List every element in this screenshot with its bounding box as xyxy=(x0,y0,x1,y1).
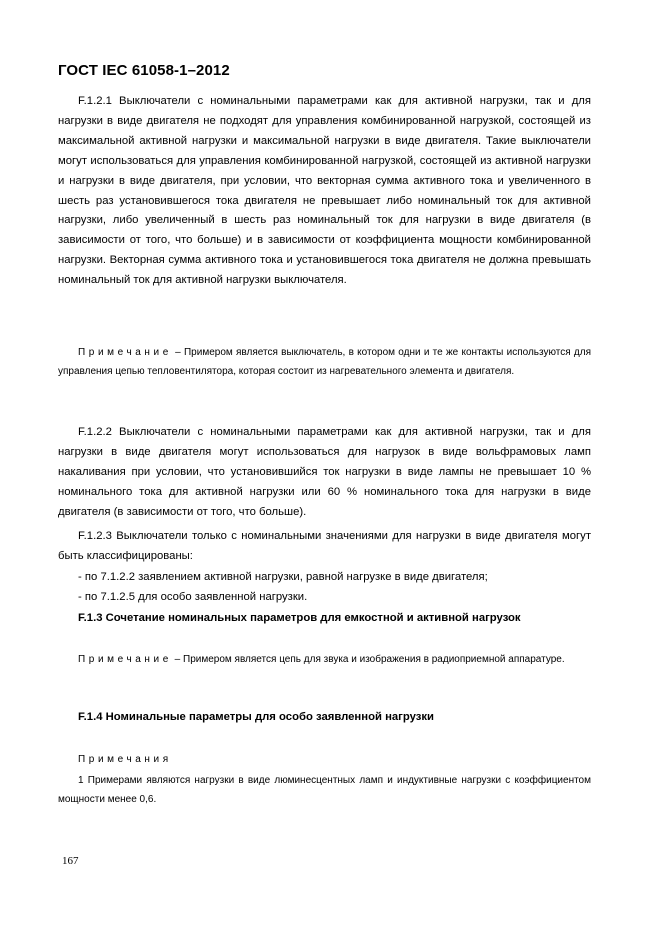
note-3 xyxy=(58,771,591,810)
paragraph-text: F.1.2.1 Выключатели с номинальными параметрами как для активной нагрузки, так и для нагрузки в виде двигателя не подходят для управления комбинированной нагрузкой, состоящей из максимальной активной нагрузки и максимальной нагрузки в виде двигателя. Такие выключатели могут использоваться для управления комбинированной нагрузкой, состоящей из активной нагрузки и нагрузки в виде двигателя, при условии, что векторная сумма активного тока и увеличенного в шесть раз установившегося тока двигателя не превышает либо номинальный ток для активной нагрузки, либо увеличенный в шесть раз номинальный ток для нагрузки в виде двигателя (в зависимости от того, что больше) и в зависимости от коэффициента мощности комбинированной нагрузки. Векторная сумма активного тока и установившегося тока двигателя не должна превышать номинальный ток для активной нагрузки выключателя. xyxy=(58,95,591,287)
section-heading-f-1-3: F.1.3 Сочетание номинальных параметров для емкостной и активной нагрузок xyxy=(78,612,521,624)
note-text: 1 Примерами являются нагрузки в виде люминесцентных ламп и индуктивные нагрузки с коэффициентом мощности менее 0,6. xyxy=(58,775,591,806)
paragraph-f-1-2-2 xyxy=(58,423,591,523)
paragraph-f-1-2-3 xyxy=(58,527,591,567)
list-item: - по 7.1.2.5 для особо заявленной нагрузки. xyxy=(78,590,308,603)
note-label: Примечание xyxy=(78,654,172,665)
note-2 xyxy=(58,650,591,669)
note-1 xyxy=(58,343,591,382)
list-item: - по 7.1.2.2 заявлением активной нагрузки, равной нагрузке в виде двигателя; xyxy=(78,571,488,583)
page-number: 167 xyxy=(62,855,79,867)
notes-heading: Примечания xyxy=(78,754,172,765)
section-heading-f-1-4: F.1.4 Номинальные параметры для особо заявленной нагрузки xyxy=(78,711,434,723)
note-label: Примечание xyxy=(78,347,172,358)
paragraph-f-1-2-1 xyxy=(58,92,591,291)
document-header: ГОСТ IEC 61058-1–2012 xyxy=(58,62,230,79)
classification-list xyxy=(58,568,591,607)
paragraph-text: F.1.2.3 Выключатели только с номинальными значениями для нагрузки в виде двигателя могут быть классифицированы: xyxy=(58,530,591,562)
note-text: – Примером является цепь для звука и изображения в радиоприемной аппаратуре. xyxy=(171,654,565,665)
paragraph-text: F.1.2.2 Выключатели с номинальными параметрами как для активной нагрузки, так и для нагрузки в виде двигателя могут использоваться для нагрузок в виде вольфрамовых ламп накаливания при условии, что установившийся ток нагрузки в виде лампы не превышает 10 % номинального тока для активной нагрузки или 60 % номинального тока для нагрузки в виде двигателя (в зависимости от того, что больше). xyxy=(58,426,591,518)
note-text: – Примером является выключатель, в котором одни и те же контакты используются для управления цепью тепловентилятора, которая состоит из нагревательного элемента и двигателя. xyxy=(58,347,591,378)
